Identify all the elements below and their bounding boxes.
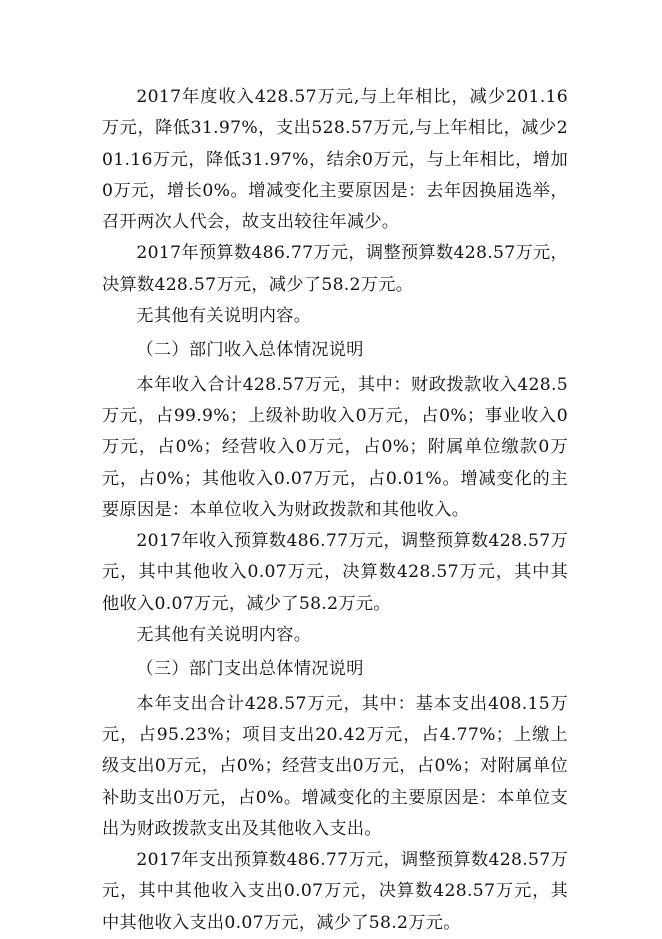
paragraph-no-other-notes: 无其他有关说明内容。 — [136, 306, 312, 327]
paragraph-budget-summary: 2017年预算数486.77万元，调整预算数428.57万元，决算数428.57万元，减少了58.2万元。 — [102, 243, 568, 295]
section-heading-expenditure: （三）部门支出总体情况说明 — [136, 659, 364, 680]
paragraph-expenditure-budget: 2017年支出预算数486.77万元，调整预算数428.57万元，其中其他收入支出0.07万元，决算数428.57万元，其中其他收入支出0.07万元，减少了58.2万元。 — [102, 850, 568, 933]
paragraph-income-budget: 2017年收入预算数486.77万元，调整预算数428.57万元，其中其他收入0.07万元，决算数428.57万元，其中其他收入0.07万元，减少了58.2万元。 — [102, 531, 568, 614]
paragraph-annual-summary: 2017年度收入428.57万元,与上年相比，减少201.16万元，降低31.97%，支出528.57万元,与上年相比，减少201.16万元，降低31.97%，结余0万元，与上年相比，增加0万元，增长0%。增减变化主要原因是：去年因换届选举，召开两次人代会，故支出较往年减少。 — [102, 87, 568, 233]
paragraph-no-other-notes: 无其他有关说明内容。 — [136, 625, 312, 646]
paragraph-income-total: 本年收入合计428.57万元，其中：财政拨款收入428.5万元，占99.9%；上级补助收入0万元，占0%；事业收入0万元，占0%；经营收入0万元，占0%；附属单位缴款0万元，占0%；其他收入0.07万元，占0.01%。增减变化的主要原因是：本单位收入为财政拨款和其他收入。 — [102, 374, 568, 520]
document-body — [102, 82, 568, 939]
section-heading-income: （二）部门收入总体情况说明 — [136, 340, 364, 361]
paragraph-expenditure-total: 本年支出合计428.57万元，其中：基本支出408.15万元，占95.23%；项目支出20.42万元，占4.77%；上缴上级支出0万元，占0%；经营支出0万元，占0%；对附属单位补助支出0万元，占0%。增减变化的主要原因是：本单位支出为财政拨款支出及其他收入支出。 — [102, 693, 568, 839]
